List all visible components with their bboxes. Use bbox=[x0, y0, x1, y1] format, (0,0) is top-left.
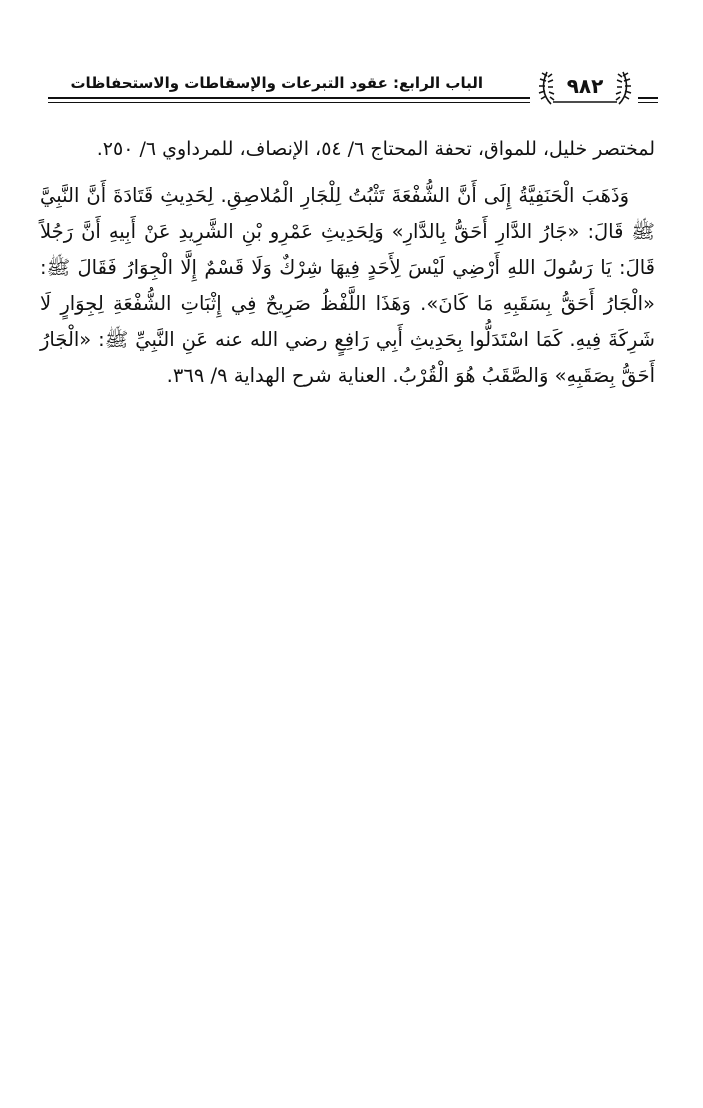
page-number-frame bbox=[533, 68, 637, 108]
footnote-continuation: لمختصر خليل، للمواق، تحفة المحتاج ٦/ ٥٤، الإنصاف، للمرداوي ٦/ ٢٥٠. bbox=[96, 138, 655, 160]
page-content bbox=[40, 130, 655, 394]
chapter-title: الباب الرابع: عقود التبرعات والإسقاطات والاستحفاظات bbox=[70, 74, 483, 92]
body-paragraph: وَذَهَبَ الْحَنَفِيَّةُ إِلَى أَنَّ الشُّفْعَةَ تَثْبُتُ لِلْجَارِ الْمُلاصِقِ. لِحَدِيثِ قَتَادَةَ أَنَّ النَّبِيَّ ﷺ قَالَ: «جَارُ الدَّارِ أَحَقُّ بِالدَّارِ» وَلِحَدِيثِ عَمْرِو بْنِ الشَّرِيدِ عَنْ أَبِيهِ أَنَّ رَجُلاً قَالَ: يَا رَسُولَ اللهِ أَرْضِي لَيْسَ لِأَحَدٍ فِيهَا شِرْكٌ وَلَا قَسْمٌ إِلَّا الْجِوَارُ فَقَالَ ﷺ: «الْجَارُ أَحَقُّ بِسَقَبِهِ مَا كَانَ». وَهَذَا اللَّفْظُ صَرِيحٌ فِي إِثْبَاتِ الشُّفْعَةِ لِجِوَارٍ لَا شَرِكَةَ فِيهِ. كَمَا اسْتَدَلُّوا بِحَدِيثِ أَبِي رَافِعٍ رضي الله عنه عَنِ النَّبِيِّ ﷺ: «الْجَارُ أَحَقُّ بِصَقَبِهِ» وَالصَّقَبُ هُوَ الْقُرْبُ. العناية شرح الهداية ٩/ ٣٦٩. bbox=[40, 184, 655, 387]
header-rule-thick bbox=[48, 97, 530, 99]
page-number: ٩٨٢ bbox=[566, 74, 604, 98]
header-rule-thin bbox=[48, 102, 530, 103]
header-rule-right-thin bbox=[638, 102, 658, 103]
page-header bbox=[48, 68, 658, 108]
header-rule-right bbox=[638, 97, 658, 99]
